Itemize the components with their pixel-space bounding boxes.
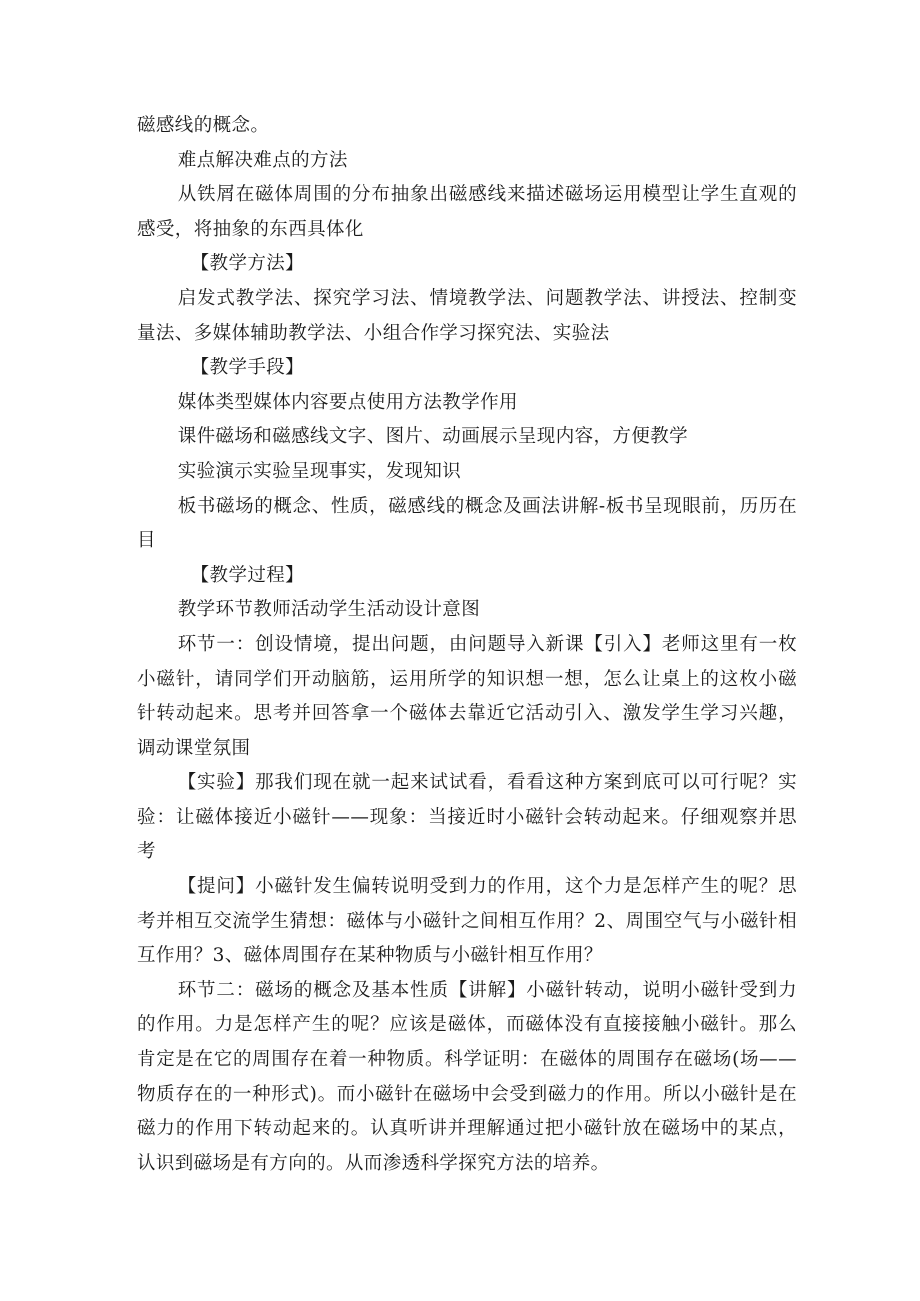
paragraph-media-courseware: 课件磁场和磁感线文字、图片、动画展示呈现内容，方便教学 (177, 426, 688, 448)
paragraph-difficulty-title: 难点解决难点的方法 (177, 149, 348, 171)
section-heading-teaching-means: 【教学手段】 (190, 357, 305, 379)
paragraph-stage-one: 环节一：创设情境，提出问题，由问题导入新课【引入】老师这里有一枚小磁针，请同学们开动脑筋，运用所学的知识想一想，怎么让桌上的这枚小磁针转动起来。思考并回答拿一个磁体去靠近它活动引入、激发学生学习兴趣，调动课堂氛围 (137, 633, 797, 759)
paragraph-stage-two: 环节二：磁场的概念及基本性质【讲解】小磁针转动，说明小磁针受到力的作用。力是怎样产生的呢？应该是磁体，而磁体没有直接接触小磁针。那么肯定是在它的周围存在着一种物质。科学证明：在磁体的周围存在磁场(场——物质存在的一种形式)。而小磁针在磁场中会受到磁力的作用。所以小磁针是在磁力的作用下转动起来的。认真听讲并理解通过把小磁针放在磁场中的某点，认识到磁场是有方向的。从而渗透科学探究方法的培养。 (137, 979, 797, 1174)
document-body (137, 109, 797, 1181)
paragraph-media-blackboard: 板书磁场的概念、性质，磁感线的概念及画法讲解-板书呈现眼前，历历在目 (137, 495, 797, 552)
section-heading-teaching-methods: 【教学方法】 (190, 253, 305, 275)
paragraph-continuation: 磁感线的概念。 (137, 115, 270, 136)
paragraph-difficulty-method: 从铁屑在磁体周围的分布抽象出磁感线来描述磁场运用模型让学生直观的感受，将抽象的东西具体化 (137, 184, 797, 240)
paragraph-media-header: 媒体类型媒体内容要点使用方法教学作用 (177, 391, 518, 413)
paragraph-question: 【提问】小磁针发生偏转说明受到力的作用，这个力是怎样产生的呢？思考并相互交流学生猜想：磁体与小磁针之间相互作用？2、周围空气与小磁针相互作用？3、磁体周围存在某种物质与小磁针相互作用？ (137, 876, 797, 967)
paragraph-experiment: 【实验】那我们现在就一起来试试看，看看这种方案到底可以可行呢？实验：让磁体接近小磁针——现象：当接近时小磁针会转动起来。仔细观察并思考 (137, 772, 797, 863)
section-heading-teaching-process: 【教学过程】 (190, 564, 305, 586)
paragraph-media-experiment: 实验演示实验呈现事实，发现知识 (177, 460, 462, 482)
paragraph-teaching-methods: 启发式教学法、探究学习法、情境教学法、问题教学法、讲授法、控制变量法、多媒体辅助教学法、小组合作学习探究法、实验法 (137, 287, 797, 344)
paragraph-process-header: 教学环节教师活动学生活动设计意图 (177, 599, 481, 621)
